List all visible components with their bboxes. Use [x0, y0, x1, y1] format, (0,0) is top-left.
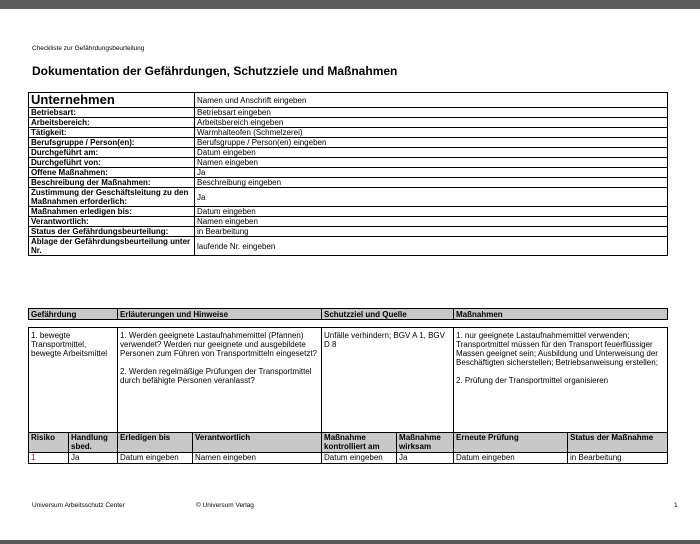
recheck-value[interactable]: Datum eingeben [454, 453, 568, 464]
info-label: Verantwortlich: [29, 217, 195, 227]
footer-company: Universum Arbeitsschutz Center [32, 502, 125, 509]
viewer-bottom-bar [0, 540, 700, 544]
footer-publisher: © Universum Verlag [196, 502, 254, 509]
explanation-question-1: 1. Werden geeignete Lastaufnahmemittel (Pfannen) verwendet? Werden nur geeignete und ausgebildete Personen zum Führen von Transportmitteln eingesetzt? [120, 331, 318, 358]
info-label: Berufsgruppe / Person(en): [29, 138, 195, 148]
info-label: Arbeitsbereich: [29, 118, 195, 128]
info-value[interactable]: laufende Nr. eingeben [195, 237, 668, 256]
info-label: Beschreibung der Maßnahmen: [29, 178, 195, 188]
sub-header-status: Status der Maßnahme [568, 433, 668, 453]
info-value[interactable]: Berufsgruppe / Person(en) eingeben [195, 138, 668, 148]
due-date-value[interactable]: Datum eingeben [118, 453, 193, 464]
sub-header-kontrolliert: Maßnahme kontrolliert am [322, 433, 397, 453]
info-value[interactable]: Datum eingeben [195, 148, 668, 158]
info-label: Status der Gefährdungsbeurteilung: [29, 227, 195, 237]
info-label: Maßnahmen erledigen bis: [29, 207, 195, 217]
page-number: 1 [674, 502, 678, 509]
info-label: Ablage der Gefährdungsbeurteilung unter Nr. [29, 237, 195, 256]
info-value[interactable]: Namen eingeben [195, 217, 668, 227]
sub-header-handlungsbedarf: Handlung sbed. [69, 433, 118, 453]
effective-value[interactable]: Ja [397, 453, 454, 464]
header-massnahmen: Maßnahmen [454, 309, 668, 320]
company-info-table [28, 92, 668, 256]
measure-1: 1. nur geeignete Lastaufnahmemittel verwenden; Transportmittel müssen für den Transport feuerflüssiger Massen geeignet sein; Ausbildung und Unterweisung der Beschäftigten sicherstellen; Betriebsanweisung erstellen; [456, 331, 658, 367]
sub-header-wirksam: Maßnahme wirksam [397, 433, 454, 453]
header-gefaehrdung: Gefährdung [29, 309, 118, 320]
info-label: Durchgeführt von: [29, 158, 195, 168]
responsible-value[interactable]: Namen eingeben [193, 453, 322, 464]
info-value[interactable]: Beschreibung eingeben [195, 178, 668, 188]
info-value[interactable]: Namen eingeben [195, 158, 668, 168]
header-erlaeuterungen: Erläuterungen und Hinweise [118, 309, 322, 320]
sub-header-verantwortlich: Verantwortlich [193, 433, 322, 453]
info-label: Zustimmung der Geschäftsleitung zu den Maßnahmen erforderlich: [29, 188, 195, 207]
info-label: Tätigkeit: [29, 128, 195, 138]
document-title: Dokumentation der Gefährdungen, Schutzziele und Maßnahmen [32, 64, 398, 78]
header-schutzziel: Schutzziel und Quelle [322, 309, 454, 320]
info-value[interactable]: Datum eingeben [195, 207, 668, 217]
hazard-header-table [28, 308, 668, 320]
sub-header-erledigen-bis: Erledigen bis [118, 433, 193, 453]
checked-date-value[interactable]: Datum eingeben [322, 453, 397, 464]
info-value[interactable]: in Bearbeitung [195, 227, 668, 237]
info-label: Durchgeführt am: [29, 148, 195, 158]
sub-header-risiko: Risiko [29, 433, 69, 453]
company-value[interactable]: Namen und Anschrift eingeben [195, 93, 668, 108]
company-heading: Unternehmen [29, 93, 195, 108]
explanation-question-2: 2. Werden regelmäßige Prüfungen der Transportmittel durch befähigte Personen veranlasst? [120, 367, 312, 385]
hazard-cell[interactable]: 1. bewegte Transportmittel, bewegte Arbeitsmittel [29, 328, 118, 433]
measure-2: 2. Prüfung der Transportmittel organisieren [456, 376, 609, 385]
info-value[interactable]: Warmhalteofen (Schmelzerei) [195, 128, 668, 138]
action-required-value[interactable]: Ja [69, 453, 118, 464]
document-page [0, 9, 700, 540]
measure-status-value[interactable]: in Bearbeitung [568, 453, 668, 464]
info-label: Betriebsart: [29, 108, 195, 118]
sub-header-erneute-pruefung: Erneute Prüfung [454, 433, 568, 453]
measures-cell[interactable] [454, 328, 668, 433]
info-value[interactable]: Betriebsart eingeben [195, 108, 668, 118]
protection-goal-cell[interactable]: Unfälle verhindern; BGV A 1, BGV D 8 [322, 328, 454, 433]
document-label: Checkliste zur Gefährdungsbeurteilung [32, 45, 145, 52]
explanation-cell[interactable] [118, 328, 322, 433]
info-value[interactable]: Ja [195, 168, 668, 178]
info-label: Offene Maßnahmen: [29, 168, 195, 178]
viewer-top-bar [0, 0, 700, 9]
hazard-table [28, 327, 668, 464]
info-value[interactable]: Ja [195, 188, 668, 207]
info-value[interactable]: Arbeitsbereich eingeben [195, 118, 668, 128]
risk-value[interactable]: 1 [29, 453, 69, 464]
